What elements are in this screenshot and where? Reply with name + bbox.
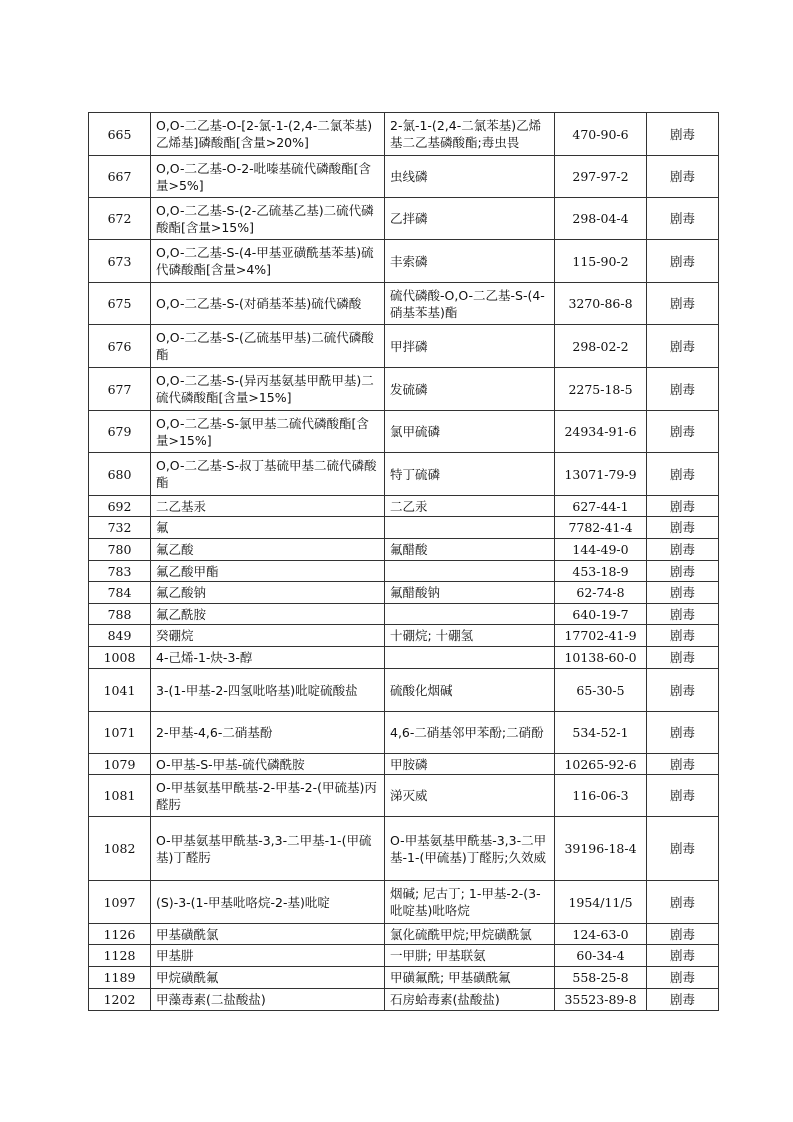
row-number: 676 <box>89 325 151 368</box>
table-row <box>89 198 719 240</box>
row-number: 675 <box>89 283 151 325</box>
row-number: 672 <box>89 198 151 240</box>
cas-number: 115-90-2 <box>555 240 647 283</box>
row-number: 1097 <box>89 881 151 924</box>
chemical-name: 甲藻毒素(二盐酸盐) <box>151 989 385 1011</box>
cas-number: 35523-89-8 <box>555 989 647 1011</box>
table-row <box>89 967 719 989</box>
row-number: 1202 <box>89 989 151 1011</box>
cas-number: 298-02-2 <box>555 325 647 368</box>
chemical-name: (S)-3-(1-甲基吡咯烷-2-基)吡啶 <box>151 881 385 924</box>
table-row <box>89 712 719 754</box>
row-number: 1082 <box>89 817 151 881</box>
cas-number: 298-04-4 <box>555 198 647 240</box>
chemical-name: O,O-二乙基-S-叔丁基硫甲基二硫代磷酸酯 <box>151 453 385 496</box>
cas-number: 470-90-6 <box>555 113 647 156</box>
table-row <box>89 156 719 198</box>
hazard-note: 剧毒 <box>647 775 719 817</box>
chemical-alias <box>385 561 555 582</box>
hazard-note: 剧毒 <box>647 283 719 325</box>
chemical-name: 3-(1-甲基-2-四氢吡咯基)吡啶硫酸盐 <box>151 669 385 712</box>
table-row <box>89 945 719 967</box>
hazard-note: 剧毒 <box>647 647 719 669</box>
chemical-alias: 2-氯-1-(2,4-二氯苯基)乙烯基二乙基磷酸酯;毒虫畏 <box>385 113 555 156</box>
chemical-alias: 虫线磷 <box>385 156 555 198</box>
chemical-name: O,O-二乙基-S-氯甲基二硫代磷酸酯[含量>15%] <box>151 411 385 453</box>
chemical-name: O,O-二乙基-O-[2-氯-1-(2,4-二氯苯基)乙烯基]磷酸酯[含量>20%] <box>151 113 385 156</box>
chemical-name: O,O-二乙基-S-(乙硫基甲基)二硫代磷酸酯 <box>151 325 385 368</box>
cas-number: 297-97-2 <box>555 156 647 198</box>
cas-number: 10265-92-6 <box>555 754 647 775</box>
cas-number: 453-18-9 <box>555 561 647 582</box>
chemical-alias: 氯化硫酰甲烷;甲烷磺酰氯 <box>385 924 555 945</box>
table-row <box>89 561 719 582</box>
table-row <box>89 647 719 669</box>
chemical-alias: O-甲基氨基甲酰基-3,3-二甲基-1-(甲硫基)丁醛肟;久效威 <box>385 817 555 881</box>
cas-number: 2275-18-5 <box>555 368 647 411</box>
chemical-alias: 石房蛤毒素(盐酸盐) <box>385 989 555 1011</box>
table-row <box>89 517 719 539</box>
hazard-note: 剧毒 <box>647 945 719 967</box>
chemical-alias: 硫代磷酸-O,O-二乙基-S-(4-硝基苯基)酯 <box>385 283 555 325</box>
chemical-name: 二乙基汞 <box>151 496 385 517</box>
row-number: 1071 <box>89 712 151 754</box>
cas-number: 17702-41-9 <box>555 625 647 647</box>
chemical-name: O,O-二乙基-O-2-吡嗪基硫代磷酸酯[含量>5%] <box>151 156 385 198</box>
hazard-note: 剧毒 <box>647 669 719 712</box>
hazard-note: 剧毒 <box>647 411 719 453</box>
chemical-name: 甲烷磺酰氟 <box>151 967 385 989</box>
chemical-name: O-甲基-S-甲基-硫代磷酰胺 <box>151 754 385 775</box>
row-number: 849 <box>89 625 151 647</box>
table-row <box>89 989 719 1011</box>
row-number: 1041 <box>89 669 151 712</box>
table-row <box>89 924 719 945</box>
row-number: 732 <box>89 517 151 539</box>
chemical-alias: 烟碱; 尼古丁; 1-甲基-2-(3-吡啶基)吡咯烷 <box>385 881 555 924</box>
table-row <box>89 817 719 881</box>
table-row <box>89 325 719 368</box>
row-number: 677 <box>89 368 151 411</box>
chemical-alias: 十硼烷; 十硼氢 <box>385 625 555 647</box>
hazard-note: 剧毒 <box>647 517 719 539</box>
hazard-note: 剧毒 <box>647 325 719 368</box>
cas-number: 62-74-8 <box>555 582 647 604</box>
cas-number: 116-06-3 <box>555 775 647 817</box>
chemical-alias: 涕灭威 <box>385 775 555 817</box>
chemical-alias: 丰索磷 <box>385 240 555 283</box>
chemical-alias: 甲磺氟酰; 甲基磺酰氟 <box>385 967 555 989</box>
row-number: 780 <box>89 539 151 561</box>
table-row <box>89 368 719 411</box>
row-number: 783 <box>89 561 151 582</box>
hazard-note: 剧毒 <box>647 582 719 604</box>
chemical-alias: 氯甲硫磷 <box>385 411 555 453</box>
chemical-name: 4-己烯-1-炔-3-醇 <box>151 647 385 669</box>
hazard-note: 剧毒 <box>647 198 719 240</box>
table-row <box>89 453 719 496</box>
table-row <box>89 283 719 325</box>
chemical-alias: 甲拌磷 <box>385 325 555 368</box>
chemical-name: 氟乙酰胺 <box>151 604 385 625</box>
chemical-alias <box>385 517 555 539</box>
chemical-alias: 特丁硫磷 <box>385 453 555 496</box>
chemical-name: 甲基肼 <box>151 945 385 967</box>
chemical-alias: 发硫磷 <box>385 368 555 411</box>
hazard-note: 剧毒 <box>647 817 719 881</box>
table-row <box>89 625 719 647</box>
chemical-alias: 甲胺磷 <box>385 754 555 775</box>
cas-number: 65-30-5 <box>555 669 647 712</box>
cas-number: 640-19-7 <box>555 604 647 625</box>
cas-number: 24934-91-6 <box>555 411 647 453</box>
cas-number: 7782-41-4 <box>555 517 647 539</box>
cas-number: 3270-86-8 <box>555 283 647 325</box>
table-row <box>89 539 719 561</box>
chemical-name: 甲基磺酰氯 <box>151 924 385 945</box>
hazard-note: 剧毒 <box>647 240 719 283</box>
table-row <box>89 669 719 712</box>
row-number: 784 <box>89 582 151 604</box>
chemical-name: 氟乙酸甲酯 <box>151 561 385 582</box>
chemical-table-body <box>89 113 719 1011</box>
hazard-note: 剧毒 <box>647 113 719 156</box>
table-row <box>89 496 719 517</box>
table-row <box>89 113 719 156</box>
chemical-name: 2-甲基-4,6-二硝基酚 <box>151 712 385 754</box>
row-number: 1126 <box>89 924 151 945</box>
hazard-note: 剧毒 <box>647 368 719 411</box>
row-number: 788 <box>89 604 151 625</box>
table-row <box>89 604 719 625</box>
cas-number: 627-44-1 <box>555 496 647 517</box>
chemical-name: O-甲基氨基甲酰基-2-甲基-2-(甲硫基)丙醛肟 <box>151 775 385 817</box>
hazard-note: 剧毒 <box>647 496 719 517</box>
chemical-name: O,O-二乙基-S-(对硝基苯基)硫代磷酸 <box>151 283 385 325</box>
hazard-note: 剧毒 <box>647 453 719 496</box>
chemical-name: 癸硼烷 <box>151 625 385 647</box>
table-row <box>89 582 719 604</box>
row-number: 1079 <box>89 754 151 775</box>
hazard-note: 剧毒 <box>647 625 719 647</box>
row-number: 673 <box>89 240 151 283</box>
table-row <box>89 411 719 453</box>
cas-number: 144-49-0 <box>555 539 647 561</box>
hazard-note: 剧毒 <box>647 539 719 561</box>
table-row <box>89 754 719 775</box>
row-number: 1008 <box>89 647 151 669</box>
row-number: 667 <box>89 156 151 198</box>
chemical-alias: 硫酸化烟碱 <box>385 669 555 712</box>
hazard-note: 剧毒 <box>647 604 719 625</box>
cas-number: 13071-79-9 <box>555 453 647 496</box>
row-number: 1128 <box>89 945 151 967</box>
chemical-name: O,O-二乙基-S-(异丙基氨基甲酰甲基)二硫代磷酸酯[含量>15%] <box>151 368 385 411</box>
chemical-alias: 氟醋酸 <box>385 539 555 561</box>
chemical-alias: 氟醋酸钠 <box>385 582 555 604</box>
chemical-name: 氟乙酸 <box>151 539 385 561</box>
chemical-alias: 乙拌磷 <box>385 198 555 240</box>
hazard-note: 剧毒 <box>647 156 719 198</box>
hazard-note: 剧毒 <box>647 881 719 924</box>
hazard-note: 剧毒 <box>647 967 719 989</box>
row-number: 1189 <box>89 967 151 989</box>
hazard-note: 剧毒 <box>647 754 719 775</box>
row-number: 1081 <box>89 775 151 817</box>
hazard-note: 剧毒 <box>647 924 719 945</box>
chemical-table <box>88 112 719 1011</box>
cas-number: 1954/11/5 <box>555 881 647 924</box>
cas-number: 534-52-1 <box>555 712 647 754</box>
chemical-alias <box>385 604 555 625</box>
chemical-alias: 二乙汞 <box>385 496 555 517</box>
hazard-note: 剧毒 <box>647 561 719 582</box>
chemical-name: O-甲基氨基甲酰基-3,3-二甲基-1-(甲硫基)丁醛肟 <box>151 817 385 881</box>
chemical-name: 氟 <box>151 517 385 539</box>
row-number: 679 <box>89 411 151 453</box>
chemical-name: 氟乙酸钠 <box>151 582 385 604</box>
cas-number: 558-25-8 <box>555 967 647 989</box>
table-row <box>89 240 719 283</box>
cas-number: 124-63-0 <box>555 924 647 945</box>
cas-number: 10138-60-0 <box>555 647 647 669</box>
chemical-alias: 4,6-二硝基邻甲苯酚;二硝酚 <box>385 712 555 754</box>
chemical-alias <box>385 647 555 669</box>
hazard-note: 剧毒 <box>647 989 719 1011</box>
row-number: 665 <box>89 113 151 156</box>
cas-number: 39196-18-4 <box>555 817 647 881</box>
cas-number: 60-34-4 <box>555 945 647 967</box>
hazard-note: 剧毒 <box>647 712 719 754</box>
chemical-name: O,O-二乙基-S-(2-乙硫基乙基)二硫代磷酸酯[含量>15%] <box>151 198 385 240</box>
table-row <box>89 775 719 817</box>
row-number: 680 <box>89 453 151 496</box>
row-number: 692 <box>89 496 151 517</box>
table-row <box>89 881 719 924</box>
chemical-name: O,O-二乙基-S-(4-甲基亚磺酰基苯基)硫代磷酸酯[含量>4%] <box>151 240 385 283</box>
chemical-alias: 一甲肼; 甲基联氨 <box>385 945 555 967</box>
